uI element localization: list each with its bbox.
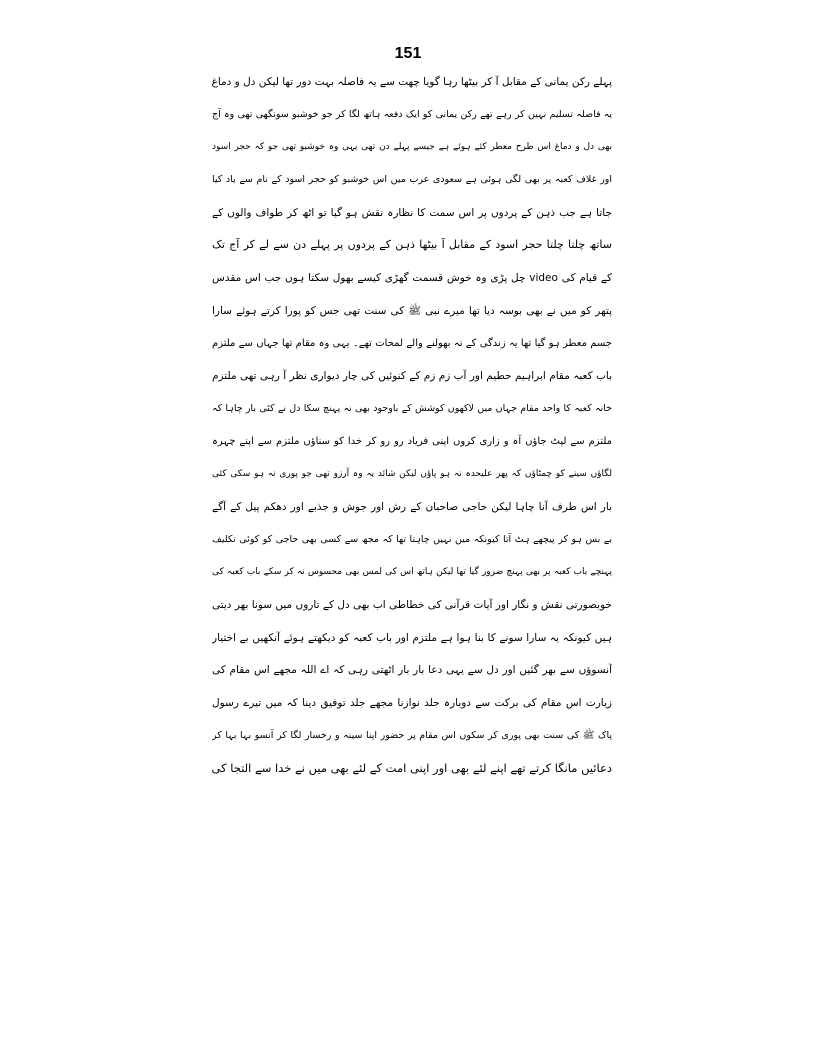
text-line: بے بس ہو کر پیچھے ہٹ آتا کیونکہ میں نہیں چاہتا تھا کہ مجھ سے کسی بھی حاجی کو کوئی تکلیف <box>212 533 612 545</box>
text-line: جاتا ہے جب ذہن کے پردوں پر اس سمت کا نظارہ نقش ہو گیا تو اٹھ کر طواف والوں کے <box>212 206 612 219</box>
text-line: بار اس طرف آنا چاہا لیکن حاجی صاحبان کے رش اور جوش و جذبے اور دھکم پیل کے آگے <box>212 500 612 513</box>
text-line: ملتزم سے لپٹ جاؤں آہ و زاری کروں اپنی فریاد رو رو کر خدا کو سناؤں ملتزم سے اپنے چہرہ <box>212 435 612 447</box>
text-line: جسم معطر ہو گیا تھا یہ زندگی کے نہ بھولنے والے لمحات تھے۔ یہی وہ مقام تھا جہاں سے ملتزم <box>212 337 612 349</box>
text-line: باب کعبہ مقام ابراہیم حطیم اور آب زم زم کے کنوئیں کی چار دیواری نظر آ رہی تھی ملتزم <box>212 370 612 383</box>
text-line: ساتھ چلتا چلتا حجر اسود کے مقابل آ بیٹھا ذہن کے پردوں پر پہلے دن سے لے کر آج تک <box>212 238 612 252</box>
text-line: پاک ﷺ کی سنت بھی پوری کر سکوں اس مقام پر حضور اپنا سینہ و رخسار لگا کر آنسو بہا بہا کر <box>212 729 612 741</box>
text-line: لگاؤں سینے کو چمٹاؤں کہ پھر علیحدہ نہ ہو پاؤں لیکن شائد یہ وہ آرزو تھی جو پوری نہ ہو سکی کئی <box>212 469 612 480</box>
text-line: دعائیں مانگا کرتے تھے اپنے لئے بھی اور اپنی امت کے لئے بھی میں نے خدا سے التجا کی <box>212 761 612 776</box>
text-line: آنسوؤں سے بھر گئیں اور دل سے یہی دعا بار بار اٹھتی رہی کہ اے اللہ مجھے اس مقام کی <box>212 664 612 677</box>
text-line: پتھر کو میں نے بھی بوسہ دیا تھا میرے نبی ﷺ کی سنت تھی جس کو پورا کرتے ہوئے سارا <box>212 304 612 317</box>
text-line: اور غلاف کعبہ پر بھی لگی ہوئی ہے سعودی عرب میں اس خوشبو کو حجر اسود کے نام سے یاد کیا <box>212 174 612 186</box>
text-line: خانہ کعبہ کا واحد مقام جہاں میں لاکھوں کوشش کے باوجود بھی نہ پہنچ سکا دل نے کئی بار چاہا کہ <box>212 402 612 414</box>
text-line: کے قیام کی video چل پڑی وہ خوش قسمت گھڑی کیسے بھول سکتا ہوں جب اس مقدس <box>212 272 612 285</box>
text-line: ہیں کیونکہ یہ سارا سونے کا بنا ہوا ہے ملتزم اور باب کعبہ کو دیکھتے ہوئے آنکھیں بے اختیار <box>212 631 612 644</box>
text-line: پہلے رکن یمانی کے مقابل آ کر بیٹھا رہا گویا چھت سے یہ فاصلہ بہت دور تھا لیکن دل و دماغ <box>212 76 612 88</box>
page-number: 151 <box>394 45 422 62</box>
text-line: زیارت اس مقام کی برکت سے دوبارہ جلد نوازنا مجھے جلد توفیق دینا کہ میں تیرے رسول <box>212 697 612 710</box>
text-line: یہ فاصلہ تسلیم نہیں کر رہے تھے رکن یمانی کو ایک دفعہ ہاتھ لگا کر جو خوشبو سونگھی تھی وہ آج <box>212 108 612 120</box>
text-line: خوبصورتی نقش و نگار اور آیات قرآنی کی خطاطی اب بھی دل کے تاروں میں سونا بھر دیتی <box>212 599 612 611</box>
text-line: پہنچے باب کعبہ پر بھی پہنچ ضرور گیا تھا لیکن ہاتھ اس کی لمس بھی محسوس نہ کر سکے باب کعبہ کی <box>212 567 612 578</box>
body-text <box>212 66 612 785</box>
text-line: بھی دل و دماغ اس طرح معطر کئے ہوئے ہے جیسے پہلے دن تھی یہی وہ خوشبو تھی جو کہ حجر اسود <box>212 142 612 153</box>
